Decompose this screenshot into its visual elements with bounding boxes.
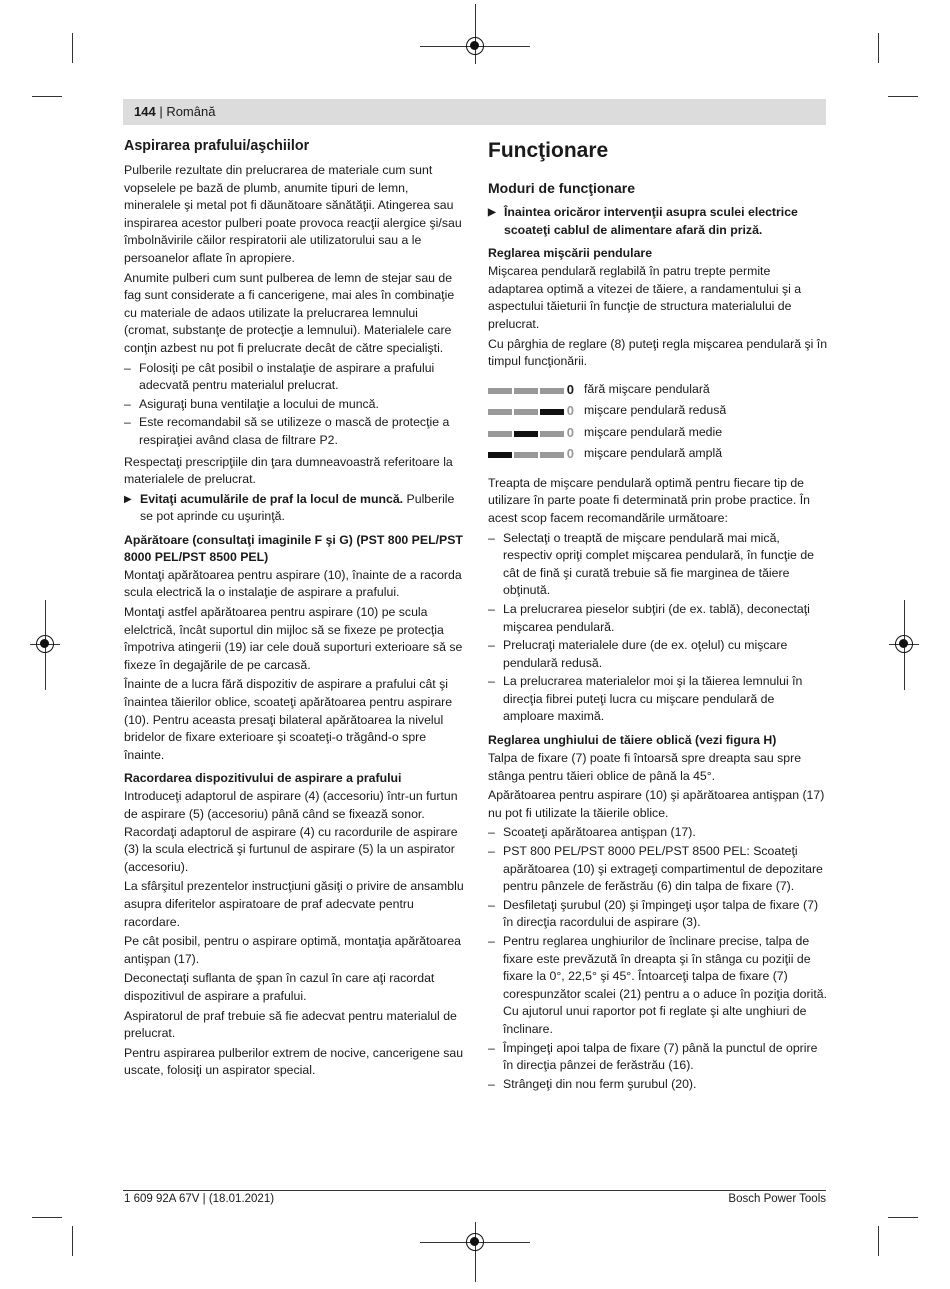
- crop-mark: [475, 1222, 476, 1282]
- registration-mark-icon: [36, 635, 54, 653]
- list-item: – PST 800 PEL/PST 8000 PEL/PST 8500 PEL: Scoateţi apărătoarea (10) şi extrageţi compartimentul de depozitare pentru pânzele de ferăstrău (6) din talpa de fixare (7).: [488, 843, 828, 896]
- warning-text: Înaintea oricăror intervenţii asupra sculei electrice scoateţi cablul de alimentare afară din priză.: [504, 205, 798, 237]
- pendulum-level-icon: [488, 405, 574, 417]
- chapter-title: Funcţionare: [488, 139, 609, 162]
- page-number: 144: [134, 104, 156, 119]
- mode-row: [488, 422, 828, 444]
- bullet-list: [488, 824, 828, 1093]
- mode-label: mişcare pendulară amplă: [584, 446, 723, 461]
- footer-brand: Bosch Power Tools: [728, 1193, 826, 1205]
- list-item: – Scoateţi apărătoarea antişpan (17).: [488, 824, 828, 842]
- registration-mark-icon: [895, 635, 913, 653]
- paragraph: La sfârşitul prezentelor instrucţiuni găsiţi o privire de ansamblu asupra diferitelor aspiratoare de praf adecvate pentru racordare.: [124, 879, 464, 929]
- right-column: [488, 136, 828, 1097]
- list-item: – Pentru reglarea unghiurilor de înclinare precise, talpa de fixare este prevăzută în dreapta şi în stânga cu poziţii de fixare la 0°, 22,5° şi 45°. Întoarceţi talpa de fixare (7) corespunzător scalei (21) pentru a o aduce în poziţia dorită. Cu ajutorul unui raportor pot fi reglate şi alte unghiuri de înclinare.: [488, 933, 828, 1039]
- list-item: – Împingeţi apoi talpa de fixare (7) până la punctul de oprire în direcţia pânzei de ferăstrău (16).: [488, 1040, 828, 1075]
- crop-mark: [888, 96, 918, 97]
- crop-mark: [878, 1226, 879, 1256]
- mode-zero: 0: [566, 381, 574, 397]
- list-item: – Strângeţi din nou ferm şurubul (20).: [488, 1076, 828, 1094]
- page-header: 144 | Română: [134, 104, 216, 119]
- paragraph: Aspiratorul de praf trebuie să fie adecvat pentru materialul de prelucrat.: [124, 1008, 457, 1041]
- footer-rule: [123, 1190, 826, 1191]
- triangle-bullet-icon: ▶: [124, 493, 132, 505]
- crop-mark: [32, 1217, 62, 1218]
- paragraph: Anumite pulberi cum sunt pulberea de lemn de stejar sau de fag sunt considerate a fi cancerigene, mai ales în combinaţie cu materiale de adaos utilizate la prelucrarea lemnului (cromat, substanţe de protecţie a lemnului). Materialele care conţin azbest nu pot fi prelucrate decât de către specialişti.: [124, 270, 455, 355]
- paragraph: Montaţi astfel apărătoarea pentru aspirare (10) pe scula elelctrică, încât suportul din mijloc să se fixeze pe protecţia împotriva atingerii (19) iar cele două suporturi exterioare să se fixeze în degajările de pe carcasă.: [124, 605, 463, 672]
- crop-mark: [475, 4, 476, 64]
- section-heading-dust: Aspirarea prafului/aşchiilor: [124, 138, 310, 154]
- mode-label: mişcare pendulară redusă: [584, 403, 727, 418]
- list-item: – La prelucrarea pieselor subţiri (de ex. tablă), deconectaţi mişcarea pendulară.: [488, 601, 828, 636]
- mode-zero: 0: [566, 446, 574, 461]
- list-item: – Asiguraţi buna ventilaţie a locului de muncă.: [124, 396, 464, 414]
- list-item: – Este recomandabil să se utilizeze o mască de protecţie a respiraţiei având clasa de filtrare P2.: [124, 414, 464, 449]
- mode-zero: 0: [566, 424, 574, 440]
- warning-item: [488, 204, 828, 239]
- mode-label: mişcare pendulară medie: [584, 424, 723, 439]
- list-item: – Desfiletaţi şurubul (20) şi împingeţi uşor talpa de fixare (7) în direcţia racordului de aspirare (3).: [488, 897, 828, 932]
- registration-mark-icon: [466, 1233, 484, 1251]
- paragraph: Mişcarea pendulară reglabilă în patru trepte permite adaptarea optimă a vitezei de tăiere, a randamentului şi a aspectului tăieturii în funcţie de structura materialului de prelucrat.: [488, 264, 802, 331]
- list-item: – La prelucrarea materialelor moi şi la tăierea lemnului în direcţia fibrei puteţi lucra cu mişcare pendulară de amploare maximă.: [488, 673, 828, 726]
- header-bar: [123, 99, 826, 125]
- crop-mark: [888, 1217, 918, 1218]
- crop-mark: [72, 1226, 73, 1256]
- pendulum-level-icon: [488, 448, 574, 460]
- bullet-list: [488, 530, 828, 727]
- mode-row: [488, 379, 828, 401]
- paragraph: Pe cât posibil, pentru o aspirare optimă, montaţia apărătoarea antişpan (17).: [124, 934, 461, 966]
- paragraph: Talpa de fixare (7) poate fi întoarsă spre dreapta sau spre stânga pentru tăieri oblice de până la 45°.: [488, 751, 802, 783]
- mode-row: [488, 400, 828, 422]
- paragraph: Deconectaţi suflanta de şpan în cazul în care aţi racordat dispozitivul de aspirare a prafului.: [124, 971, 435, 1003]
- subheading-pendulum: Reglarea mişcării pendulare: [488, 246, 653, 261]
- triangle-bullet-icon: ▶: [488, 207, 496, 218]
- list-item: – Folosiţi pe cât posibil o instalaţie de aspirare a prafului adecvată pentru materialul prelucrat.: [124, 360, 464, 395]
- crop-mark: [32, 96, 62, 97]
- paragraph: Pulberile rezultate din prelucrarea de materiale cum sunt vopselele pe bază de plumb, anumite tipuri de lemn, mineralele şi metal pot fi dăunătoare sănătăţii. Atingerea sau inspirarea acestor pulberi poate provoca reacţii alergice şi/sau îmbolnăvirile căilor respiratorii ale utilizatorului sau a le persoanelor aflate în apropiere.: [124, 163, 462, 265]
- paragraph: Introduceţi adaptorul de aspirare (4) (accesoriu) într-un furtun de aspirare (5) (accesoriu) până când se fixează sonor. Racordaţi adaptorul de aspirare (4) cu racordurile de aspirare (3) la scula electrică şi furtunul de aspirare (5) la un aspirator (accesoriu).: [124, 789, 458, 874]
- list-item: – Selectaţi o treaptă de mişcare pendulară mai mică, respectiv opriţi complet mişcarea pendulară, în funcţie de cât de fină şi curată trebuie să fie marginea de tăiere obţinută.: [488, 530, 828, 600]
- mode-zero: 0: [566, 403, 574, 418]
- paragraph: Înainte de a lucra fără dispozitiv de aspirare a prafului cât şi înaintea tăierilor oblice, scoateţi apărătoarea pentru aspirare (10). Pentru aceasta presaţi bilateral apărătoarea la nivelul bridelor de fixare exterioare şi scoateţi-o trăgând-o spre înainte.: [124, 677, 453, 762]
- subheading-guard: Apărătoare (consultaţi imaginile F şi G) (PST 800 PEL/PST 8000 PEL/PST 8500 PEL): [124, 532, 463, 564]
- pendulum-level-icon: [488, 381, 574, 397]
- bullet-list: [124, 360, 464, 450]
- crop-mark: [72, 33, 73, 63]
- subheading-connect: Racordarea dispozitivului de aspirare a prafului: [124, 771, 402, 786]
- crop-mark: [878, 33, 879, 63]
- paragraph: Montaţi apărătoarea pentru aspirare (10), înainte de a racorda scula electrică la o instalaţie de aspirare a prafului.: [124, 567, 462, 600]
- paragraph: Treapta de mişcare pendulară optimă pentru fiecare tip de utilizare în parte poate fi determinată prin probe practice. În acest scop facem recomandările următoare:: [488, 475, 810, 525]
- paragraph: Pentru aspirarea pulberilor extrem de nocive, cancerigene sau uscate, folosiţi un aspirator special.: [124, 1045, 464, 1078]
- subheading-bevel: Reglarea unghiului de tăiere oblică (vezi figura H): [488, 733, 777, 748]
- pendulum-modes: [488, 379, 828, 465]
- registration-mark-icon: [466, 37, 484, 55]
- mode-label: fără mişcare pendulară: [584, 381, 710, 396]
- warning-bold: Evitaţi acumulările de praf la locul de muncă.: [140, 491, 404, 506]
- left-column: [124, 136, 464, 1082]
- mode-row: [488, 443, 828, 465]
- paragraph: Apărătoarea pentru aspirare (10) şi apărătoarea antişpan (17) nu pot fi utilizate la tăierile oblice.: [488, 788, 825, 820]
- paragraph: Respectaţi prescripţiile din ţara dumneavoastră referitoare la materialele de prelucrat.: [124, 454, 453, 487]
- paragraph: Cu pârghia de reglare (8) puteţi regla mişcarea pendulară şi în timpul funcţionării.: [488, 336, 828, 369]
- footer-doc-id: 1 609 92A 67V | (18.01.2021): [124, 1193, 275, 1205]
- pendulum-level-icon: [488, 424, 574, 440]
- warning-text: Pulberile se pot aprinde cu uşurinţă.: [140, 491, 455, 524]
- list-item: – Prelucraţi materialele dure (de ex. oţelul) cu mişcare pendulară redusă.: [488, 637, 828, 672]
- section-heading-modes: Moduri de funcţionare: [488, 180, 635, 196]
- warning-item: [124, 491, 464, 526]
- language-label: Română: [166, 104, 216, 119]
